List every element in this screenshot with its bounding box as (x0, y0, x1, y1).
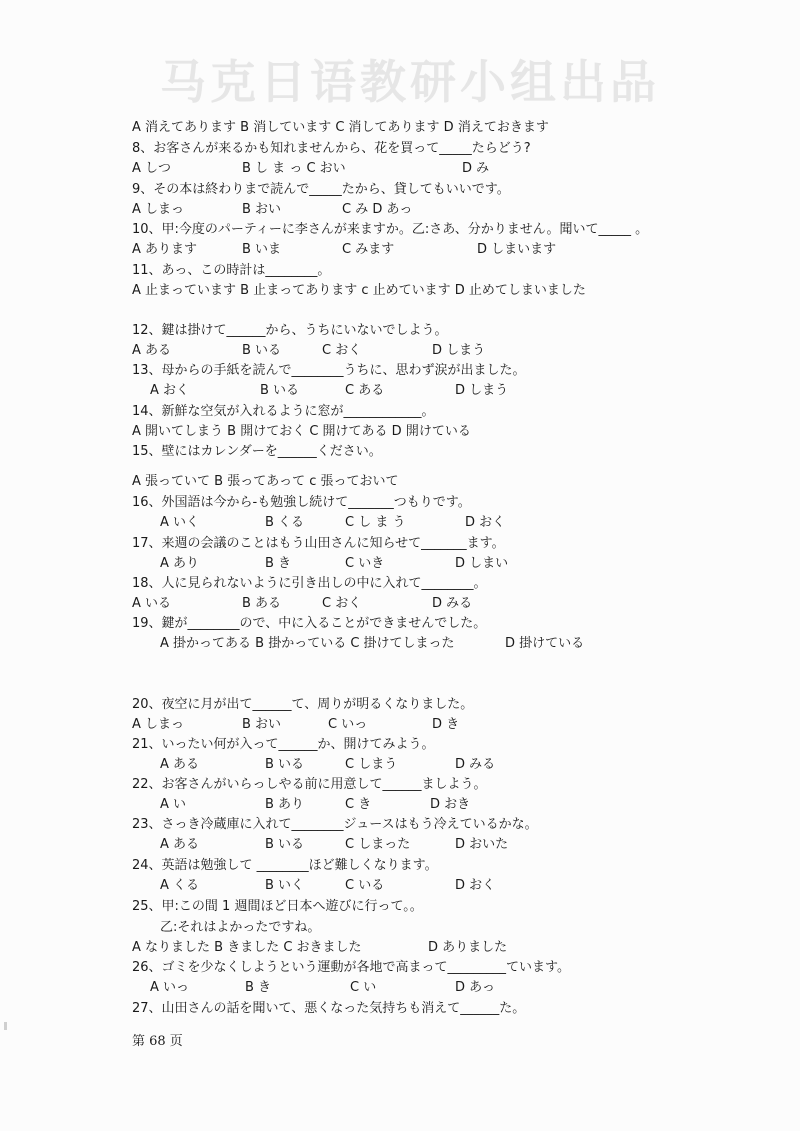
text-line-11-seg-1: A ある (132, 343, 172, 358)
text-line-13-seg-2: B いる (260, 383, 300, 398)
text-line-33-seg-1: A ある (160, 837, 200, 852)
text-line-35-seg-3: C いる (345, 878, 385, 893)
text-line-27-seg-2: B おい (242, 717, 282, 732)
text-line-31-seg-3: C き (345, 797, 372, 812)
text-line-24-seg-1: 19、鍵が________ので、中に入ることができませんでした。 (132, 616, 487, 631)
text-line-11-seg-3: C おく (322, 343, 362, 358)
text-line-17-seg-1: A 張っていて B 張ってあって c 張っておいて (132, 474, 399, 489)
text-line-22-seg-1: 18、人に見られないように引き出しの中に入れて________。 (132, 576, 487, 591)
text-line-16-seg-1: 15、壁にはカレンダーを______ください。 (132, 444, 382, 459)
text-line-11-seg-2: B いる (242, 343, 282, 358)
text-line-35-seg-4: D おく (455, 878, 496, 893)
text-line-13-seg-4: D しまう (455, 383, 509, 398)
text-line-25-seg-1: A 掛かってある B 掛かっている C 掛けてしまった (160, 636, 455, 651)
text-line-8-seg-1: 11、あっ、この時計は________。 (132, 263, 331, 278)
text-line-7-seg-3: C みます (342, 242, 395, 257)
text-line-40-seg-2: B き (245, 980, 272, 995)
text-line-25-seg-2: D 掛けている (505, 636, 585, 651)
text-line-32-seg-1: 23、さっき冷蔵庫に入れて________ジュースはもう冷えているかな。 (132, 817, 538, 832)
text-line-29-seg-3: C しまう (345, 757, 398, 772)
text-line-30-seg-1: 22、お客さんがいらっしやる前に用意して______ましよう。 (132, 777, 487, 792)
text-line-23-seg-1: A いる (132, 596, 172, 611)
text-line-40-seg-3: C い (350, 980, 377, 995)
text-line-35-seg-2: B いく (265, 878, 305, 893)
text-line-19-seg-2: B くる (265, 515, 305, 530)
text-line-21-seg-2: B き (265, 556, 292, 571)
text-line-27-seg-3: C いっ (328, 717, 368, 732)
text-line-27-seg-1: A しまっ (132, 717, 185, 732)
text-line-40-seg-4: D あっ (455, 980, 496, 995)
text-line-13-seg-3: C ある (345, 383, 385, 398)
text-line-23-seg-2: B ある (242, 596, 282, 611)
text-line-23-seg-4: D みる (432, 596, 473, 611)
text-line-21-seg-3: C いき (345, 556, 385, 571)
text-line-38-seg-1: A なりました B きました C おきました (132, 940, 362, 955)
text-line-20-seg-1: 17、来週の会議のことはもう山田さんに知らせて_______ます。 (132, 536, 505, 551)
text-line-36-seg-1: 25、甲:この間 1 週間ほど日本へ遊びに行って。。 (132, 899, 423, 914)
text-line-6-seg-1: 10、甲:今度のパーティーに李さんが来ますか。乙:さあ、分かりません。聞いて_____ 。 (132, 222, 649, 237)
text-line-9-seg-1: A 止まっています B 止まってあります c 止めています D 止めてしまいました (132, 283, 586, 298)
text-line-29-seg-4: D みる (455, 757, 496, 772)
text-line-2-seg-1: 8、お客さんが来るかも知れませんから、花を買って_____たらどう? (132, 141, 531, 156)
text-line-7-seg-2: B いま (242, 242, 282, 257)
text-line-3-seg-3: D み (462, 161, 490, 176)
text-line-31-seg-2: B あり (265, 797, 305, 812)
text-line-15-seg-1: A 開いてしまう B 開けておく C 開けてある D 開けている (132, 424, 471, 439)
text-line-38-seg-2: D ありました (428, 940, 508, 955)
text-line-40-seg-1: A いっ (150, 980, 190, 995)
text-line-26-seg-1: 20、夜空に月が出て______て、周りが明るくなりました。 (132, 697, 474, 712)
watermark-title: 马克日语教研小组出品 (160, 55, 660, 109)
text-line-31-seg-4: D おき (430, 797, 471, 812)
text-line-3-seg-1: A しつ (132, 161, 172, 176)
text-line-11-seg-4: D しまう (432, 343, 486, 358)
text-line-5-seg-3: C み D あっ (342, 202, 413, 217)
text-line-7-seg-4: D しまいます (477, 242, 557, 257)
text-line-33-seg-2: B いる (265, 837, 305, 852)
text-line-19-seg-4: D おく (465, 515, 506, 530)
text-line-29-seg-1: A ある (160, 757, 200, 772)
text-line-29-seg-2: B いる (265, 757, 305, 772)
text-line-10-seg-1: 12、鍵は掛けて______から、うちにいないでしよう。 (132, 323, 448, 338)
text-line-33-seg-4: D おいた (455, 837, 509, 852)
text-line-1-seg-1: A 消えてあります B 消しています C 消してあります D 消えておきます (132, 120, 549, 135)
text-line-39-seg-1: 26、ゴミを少なくしようという運動が各地で高まって_________ています。 (132, 960, 571, 975)
text-line-33-seg-3: C しまった (345, 837, 411, 852)
text-line-5-seg-2: B おい (242, 202, 282, 217)
text-line-5-seg-1: A しまっ (132, 202, 185, 217)
text-line-23-seg-3: C おく (322, 596, 362, 611)
text-line-7-seg-1: A あります (132, 242, 198, 257)
text-line-13-seg-1: A おく (150, 383, 190, 398)
text-line-18-seg-1: 16、外国語は今から-も勉強し続けて_______つもりです。 (132, 495, 471, 510)
text-line-21-seg-4: D しまい (455, 556, 509, 571)
text-line-27-seg-4: D き (432, 717, 460, 732)
text-line-31-seg-1: A い (160, 797, 187, 812)
text-line-21-seg-1: A あり (160, 556, 200, 571)
text-line-28-seg-1: 21、いったい何が入って______か、開けてみよう。 (132, 737, 435, 752)
page-number: 第 68 页 (132, 1034, 183, 1049)
text-line-41-seg-1: 27、山田さんの話を聞いて、悪くなった気持ちも消えて______た。 (132, 1001, 526, 1016)
text-line-19-seg-3: C し ま う (345, 515, 406, 530)
text-line-3-seg-2: B し ま っ C おい (242, 161, 346, 176)
text-line-4-seg-1: 9、その本は終わりまで読んで_____たから、貸してもいいです。 (132, 182, 510, 197)
text-line-37-seg-1: 乙:それはよかったですね。 (160, 920, 321, 935)
scan-edge-mark (4, 1022, 7, 1030)
text-line-34-seg-1: 24、英語は勉強して ________ほど難しくなります。 (132, 858, 438, 873)
text-line-35-seg-1: A くる (160, 878, 200, 893)
text-line-12-seg-1: 13、母からの手紙を読んで________うちに、思わず涙が出ました。 (132, 363, 526, 378)
text-line-19-seg-1: A いく (160, 515, 200, 530)
text-line-14-seg-1: 14、新鮮な空気が入れるように窓が____________。 (132, 404, 435, 419)
